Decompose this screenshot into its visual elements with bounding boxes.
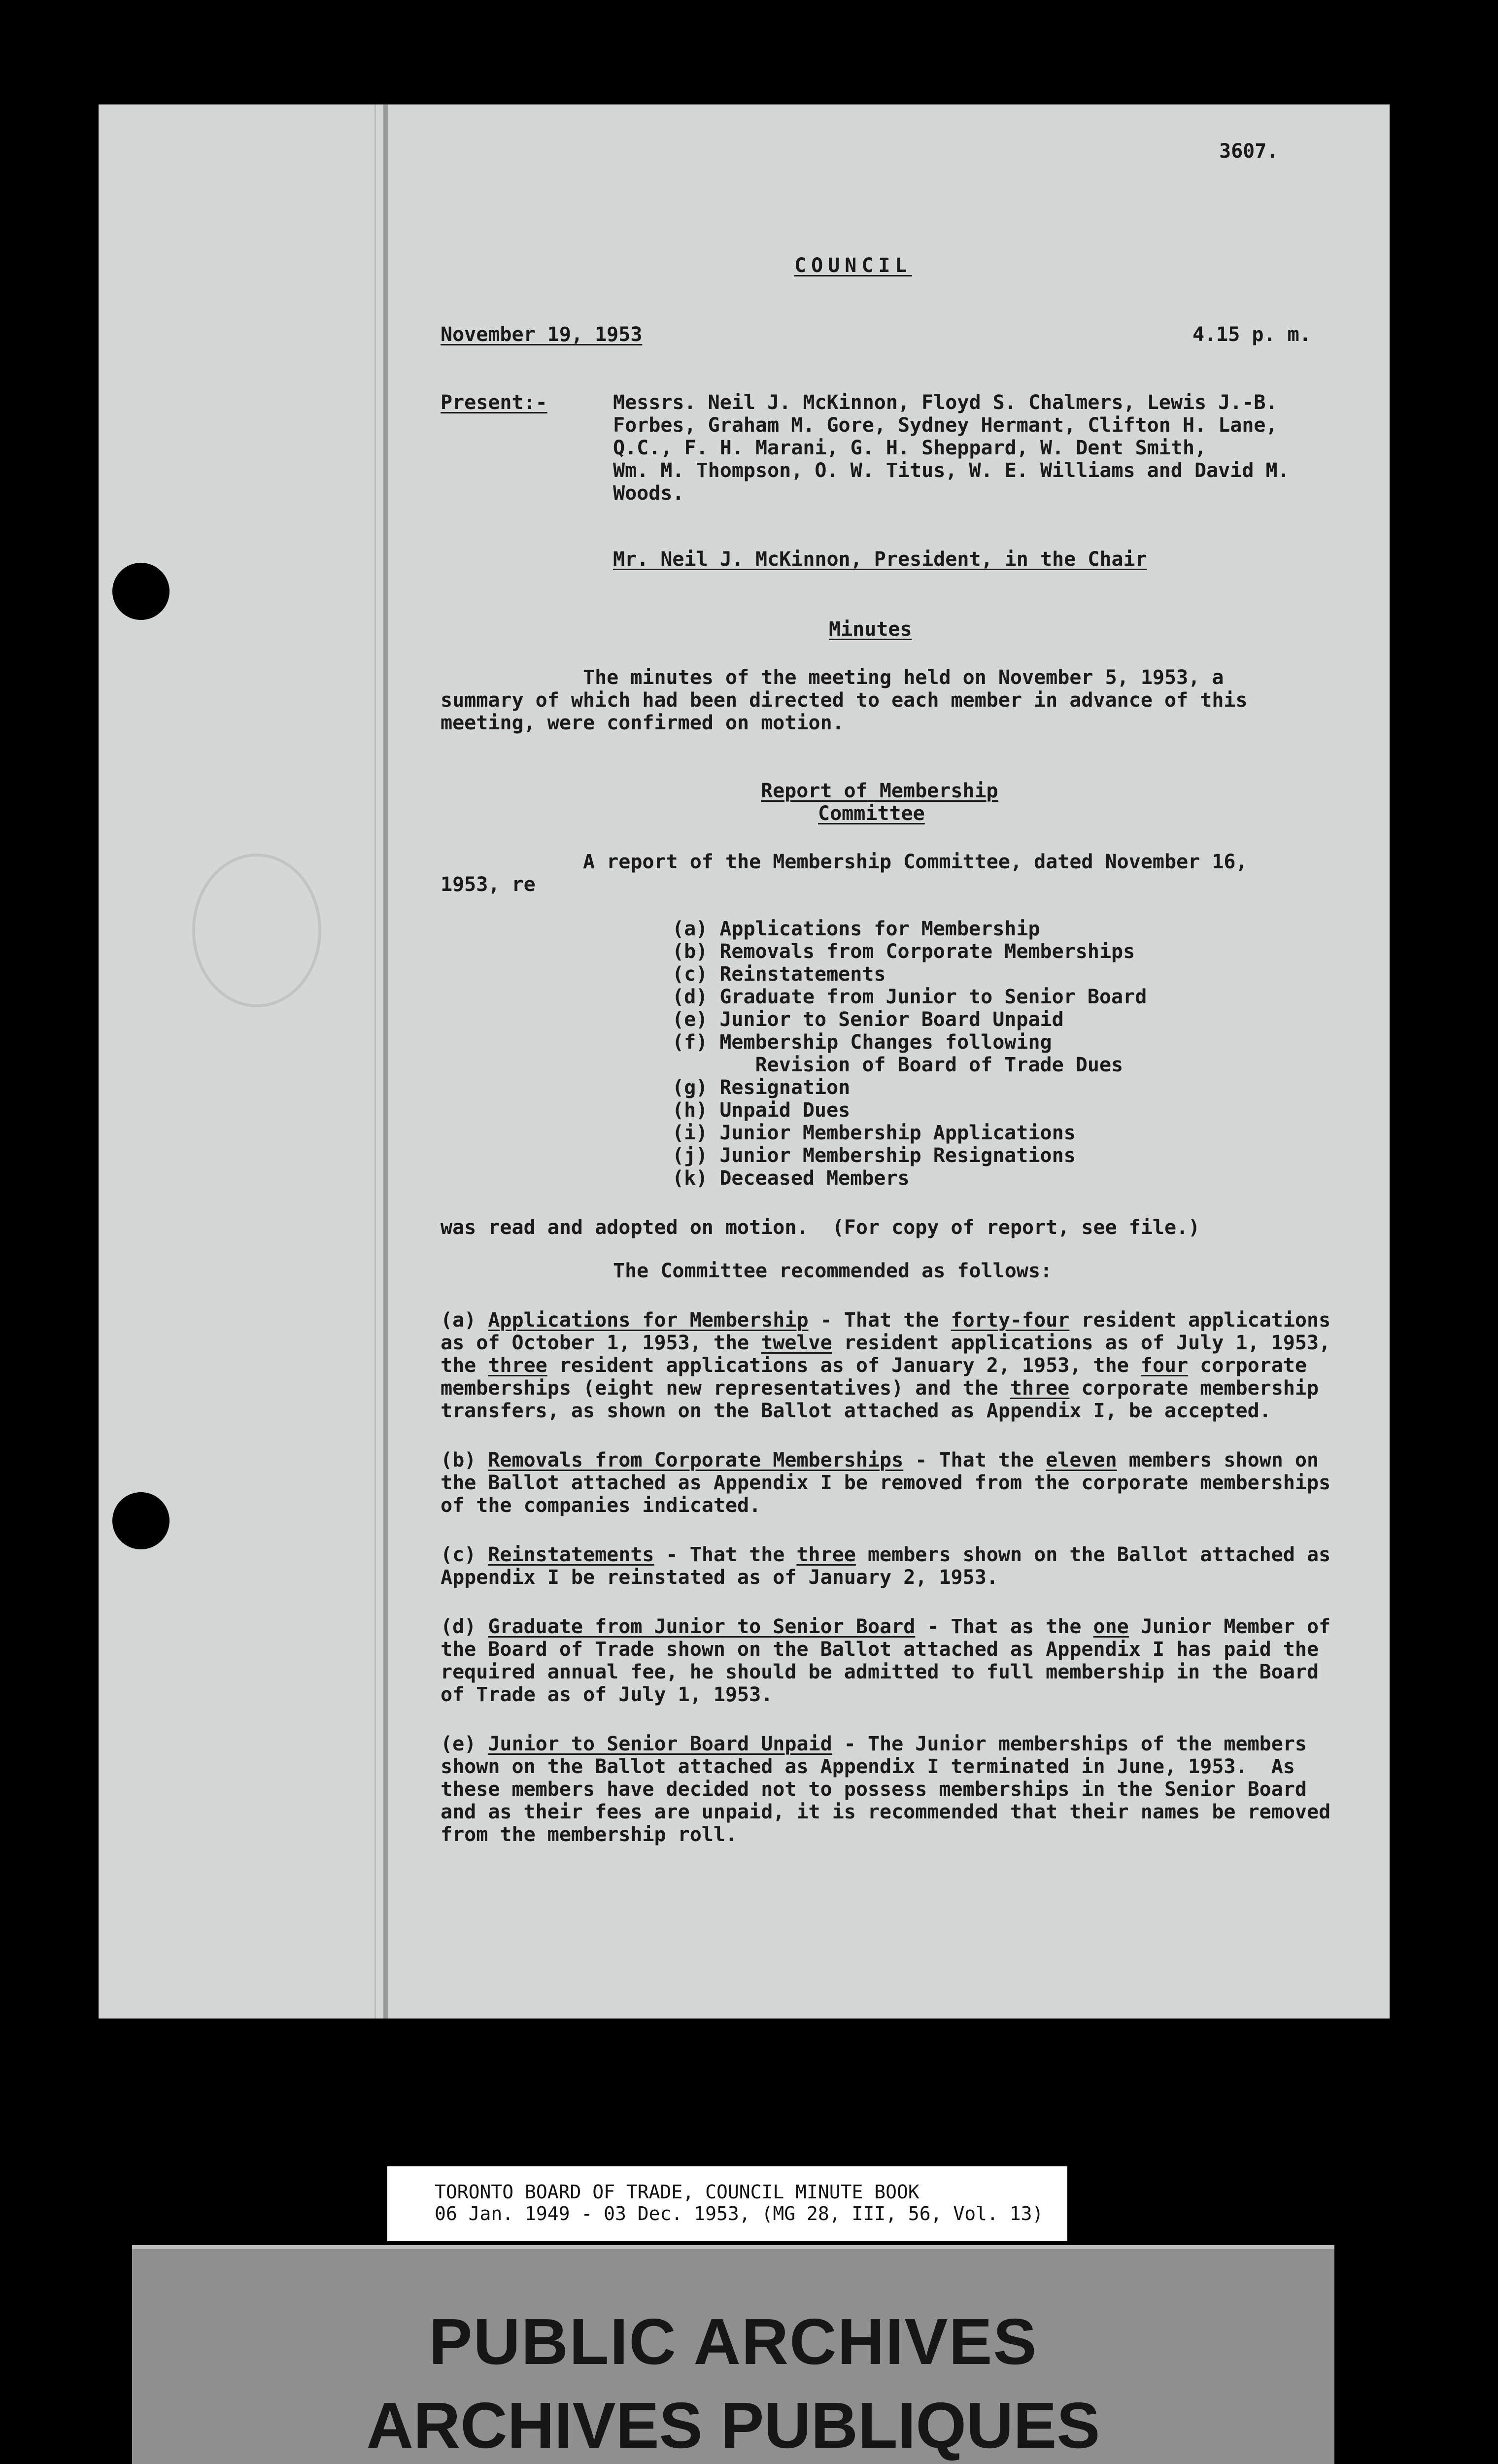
report-item: (j) Junior Membership Resignations bbox=[672, 1144, 1076, 1167]
chair-line: Mr. Neil J. McKinnon, President, in the Chair bbox=[613, 548, 1147, 571]
para-b-text: members shown on bbox=[1117, 1449, 1319, 1472]
para-d-line-4: of Trade as of July 1, 1953. bbox=[441, 1683, 773, 1706]
para-b-text: - That the bbox=[903, 1449, 1046, 1472]
archive-stamp-line-1: PUBLIC ARCHIVES bbox=[429, 2305, 1038, 2378]
para-a-text: - That the bbox=[808, 1309, 951, 1332]
report-item: (k) Deceased Members bbox=[672, 1167, 910, 1190]
para-e-line-3: these members have decided not to possess memberships in the Senior Board bbox=[441, 1778, 1307, 1801]
para-a-line-2 bbox=[441, 1332, 1330, 1354]
report-item: Revision of Board of Trade Dues bbox=[672, 1054, 1124, 1076]
report-intro-line: 1953, re bbox=[441, 873, 536, 896]
para-a-line-3 bbox=[441, 1354, 1307, 1377]
para-c-number: three bbox=[796, 1543, 856, 1566]
para-c-text: - That the bbox=[654, 1543, 797, 1566]
recommended-line: The Committee recommended as follows: bbox=[613, 1260, 1053, 1282]
punch-hole-bottom bbox=[112, 1492, 170, 1549]
para-a-prefix: (a) bbox=[441, 1309, 488, 1332]
para-a-text: resident applications bbox=[1069, 1309, 1331, 1332]
para-c-prefix: (c) bbox=[441, 1543, 488, 1566]
minutes-line: summary of which had been directed to each member in advance of this bbox=[441, 689, 1248, 712]
para-b-prefix: (b) bbox=[441, 1449, 488, 1472]
para-e-line-2: shown on the Ballot attached as Appendix I terminated in June, 1953. As bbox=[441, 1755, 1295, 1778]
para-a-text: the bbox=[441, 1354, 488, 1377]
para-b-line-2: the Ballot attached as Appendix I be removed from the corporate memberships bbox=[441, 1472, 1331, 1494]
para-a-line-1 bbox=[441, 1309, 1330, 1332]
para-a-text: corporate bbox=[1188, 1354, 1307, 1377]
para-e-line-1 bbox=[441, 1733, 1307, 1755]
para-a-title: Applications for Membership bbox=[488, 1309, 809, 1332]
margin-rule bbox=[383, 104, 388, 2019]
meeting-time: 4.15 p. m. bbox=[1192, 323, 1311, 346]
adopted-line: was read and adopted on motion. (For copy of report, see file.) bbox=[441, 1216, 1200, 1239]
present-line: Wm. M. Thompson, O. W. Titus, W. E. Williams and David M. bbox=[613, 459, 1290, 482]
report-heading-1: Report of Membership bbox=[761, 780, 998, 802]
archive-label-line-1: TORONTO BOARD OF TRADE, COUNCIL MINUTE BOOK bbox=[435, 2181, 919, 2203]
para-e-line-5: from the membership roll. bbox=[441, 1823, 738, 1846]
para-c-line-1 bbox=[441, 1543, 1330, 1566]
punch-hole-top bbox=[112, 563, 170, 620]
report-intro-line: A report of the Membership Committee, dated November 16, bbox=[441, 851, 1248, 873]
para-b-title: Removals from Corporate Memberships bbox=[488, 1449, 904, 1472]
para-d-line-2: the Board of Trade shown on the Ballot attached as Appendix I has paid the bbox=[441, 1638, 1319, 1661]
report-item: (c) Reinstatements bbox=[672, 963, 886, 986]
present-line: Q.C., F. H. Marani, G. H. Sheppard, W. Dent Smith, bbox=[613, 437, 1207, 459]
para-b-line-3: of the companies indicated. bbox=[441, 1494, 761, 1517]
report-item: (e) Junior to Senior Board Unpaid bbox=[672, 1008, 1064, 1031]
para-a-text: resident applications as of July 1, 1953, bbox=[832, 1332, 1331, 1354]
para-c-text: members shown on the Ballot attached as bbox=[855, 1543, 1331, 1566]
para-d-line-3: required annual fee, he should be admitted to full membership in the Board bbox=[441, 1661, 1319, 1683]
meeting-date: November 19, 1953 bbox=[441, 323, 643, 346]
report-heading-2: Committee bbox=[818, 802, 925, 825]
para-c-title: Reinstatements bbox=[488, 1543, 654, 1566]
margin-rule-thin bbox=[374, 104, 376, 2019]
para-d-title: Graduate from Junior to Senior Board bbox=[488, 1615, 916, 1638]
para-a-text: corporate membership bbox=[1069, 1377, 1319, 1400]
report-item: (h) Unpaid Dues bbox=[672, 1099, 851, 1122]
present-label: Present:- bbox=[441, 391, 547, 414]
para-a-line-4 bbox=[441, 1377, 1319, 1400]
report-item: (f) Membership Changes following bbox=[672, 1031, 1052, 1054]
para-e-line-4: and as their fees are unpaid, it is recommended that their names be removed bbox=[441, 1801, 1331, 1823]
archive-label-line-2: 06 Jan. 1949 - 03 Dec. 1953, (MG 28, III, 56, Vol. 13) bbox=[435, 2203, 1044, 2224]
para-a-text: memberships (eight new representatives) and the bbox=[441, 1377, 1010, 1400]
archive-stamp-line-2: ARCHIVES PUBLIQUES bbox=[366, 2389, 1100, 2462]
report-item: (b) Removals from Corporate Memberships bbox=[672, 940, 1135, 963]
para-e-prefix: (e) bbox=[441, 1733, 488, 1755]
present-line: Woods. bbox=[613, 482, 684, 505]
report-item: (i) Junior Membership Applications bbox=[672, 1122, 1076, 1144]
para-d-prefix: (d) bbox=[441, 1615, 488, 1638]
present-line: Forbes, Graham M. Gore, Sydney Hermant, Clifton H. Lane, bbox=[613, 414, 1278, 437]
minutes-line: The minutes of the meeting held on November 5, 1953, a bbox=[441, 666, 1224, 689]
para-e-text: - The Junior memberships of the members bbox=[832, 1733, 1307, 1755]
para-b-line-1 bbox=[441, 1449, 1319, 1472]
minutes-line: meeting, were confirmed on motion. bbox=[441, 712, 844, 734]
para-a-number: twelve bbox=[761, 1332, 832, 1354]
present-line: Messrs. Neil J. McKinnon, Floyd S. Chalmers, Lewis J.-B. bbox=[613, 391, 1278, 414]
para-a-number: forty-four bbox=[951, 1309, 1070, 1332]
report-item: (a) Applications for Membership bbox=[672, 918, 1040, 940]
para-a-text: as of October 1, 1953, the bbox=[441, 1332, 761, 1354]
council-heading: COUNCIL bbox=[794, 254, 912, 277]
minutes-heading: Minutes bbox=[829, 618, 912, 641]
report-item: (g) Resignation bbox=[672, 1076, 851, 1099]
para-d-text: Junior Member of bbox=[1128, 1615, 1331, 1638]
para-b-number: eleven bbox=[1046, 1449, 1117, 1472]
para-d-number: one bbox=[1093, 1615, 1129, 1638]
para-d-text: - That as the bbox=[915, 1615, 1093, 1638]
page-number: 3607. bbox=[1219, 140, 1279, 163]
para-c-line-2: Appendix I be reinstated as of January 2, 1953. bbox=[441, 1566, 998, 1589]
para-e-title: Junior to Senior Board Unpaid bbox=[488, 1733, 832, 1755]
document-page bbox=[99, 104, 1390, 2019]
archive-label bbox=[387, 2166, 1067, 2241]
para-d-line-1 bbox=[441, 1615, 1330, 1638]
archive-stamp bbox=[132, 2245, 1334, 2464]
para-a-line-5: transfers, as shown on the Ballot attached as Appendix I, be accepted. bbox=[441, 1400, 1271, 1422]
para-a-text: resident applications as of January 2, 1953, the bbox=[547, 1354, 1141, 1377]
para-a-number: three bbox=[1010, 1377, 1070, 1400]
faded-stamp bbox=[192, 854, 321, 1007]
para-a-number: four bbox=[1140, 1354, 1189, 1377]
report-item: (d) Graduate from Junior to Senior Board bbox=[672, 986, 1147, 1008]
para-a-number: three bbox=[488, 1354, 547, 1377]
